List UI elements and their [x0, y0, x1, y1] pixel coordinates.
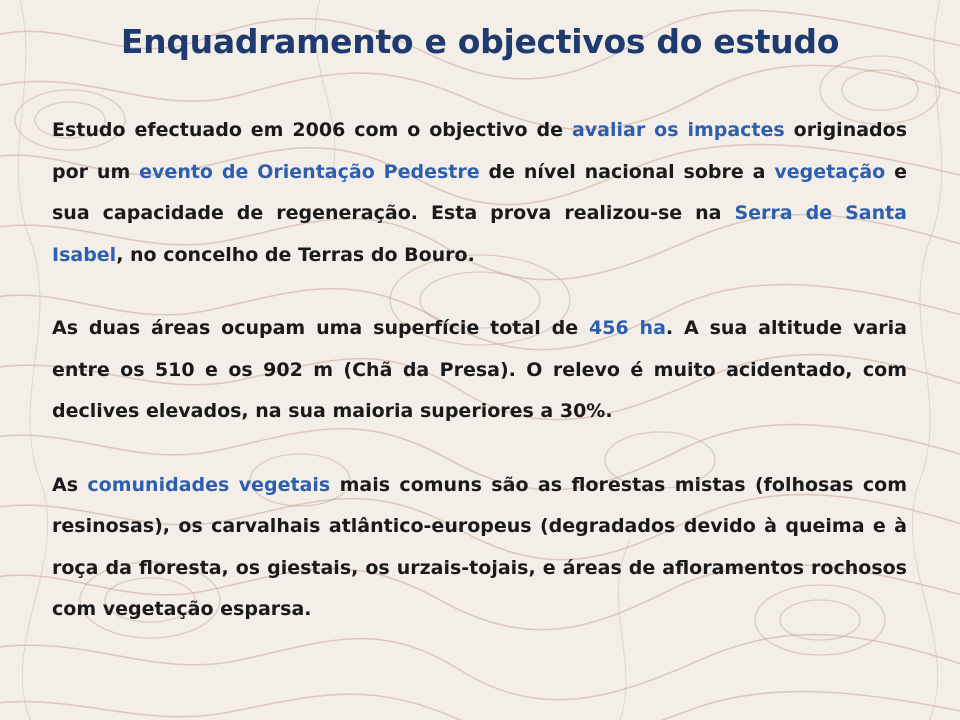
highlight-comunidades-vegetais: comunidades vegetais [87, 473, 331, 496]
text-segment: As [52, 473, 88, 496]
paragraph-area-altitude [52, 308, 907, 433]
body-text [52, 110, 907, 663]
paragraph-study-description [52, 110, 907, 276]
page-title: Enquadramento e objectivos do estudo [120, 22, 840, 61]
highlight-456-ha: 456 ha [589, 317, 666, 339]
highlight-serra-santa-isabel: Serra de Santa Isabel [52, 202, 907, 266]
text-segment: , no concelho de Terras do Bouro. [116, 243, 475, 266]
highlight-vegetacao: vegetação [774, 160, 886, 183]
highlight-avaliar-impactes: avaliar os impactes [571, 119, 785, 141]
text-segment: Estudo efectuado em 2006 com o objectivo de [52, 119, 572, 141]
highlight-evento-orientacao: evento de Orientação Pedestre [139, 160, 480, 183]
text-segment: . A sua altitude varia entre os 510 e os 902 m (Chã da Presa). O relevo é muito acidentado, com declives elevados, na sua maioria superiores a 30%. [52, 317, 907, 422]
text-segment: mais comuns são as florestas mistas (folhosas com resinosas), os carvalhais atlântico-europeus (degradados devido à queima e à roça da floresta, os giestais, os urzais-tojais, e áreas de afloramentos rochosos com vegetação esparsa. [52, 473, 907, 620]
text-segment: de nível nacional sobre a [479, 160, 775, 183]
text-segment: e sua capacidade de regeneração. Esta prova realizou-se na [52, 160, 908, 224]
paragraph-plant-communities [52, 465, 907, 631]
text-segment: As duas áreas ocupam uma superfície total de [52, 317, 589, 339]
text-segment: originados por um [52, 119, 908, 183]
